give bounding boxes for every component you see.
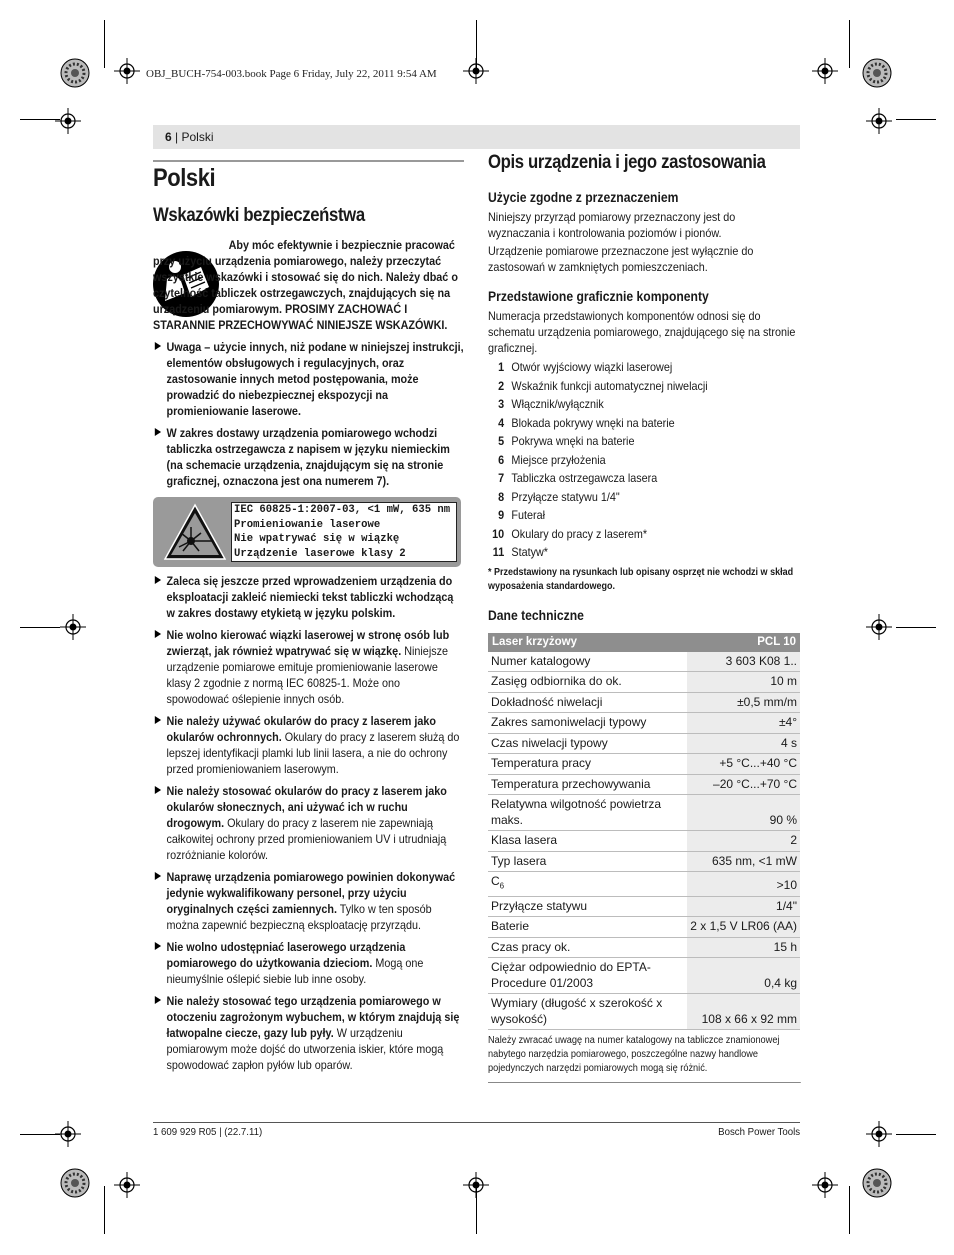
registration-mark-icon <box>60 614 86 640</box>
table-row <box>488 917 800 938</box>
bullet-bold-text: W zakres dostawy urządzenia pomiarowego wchodzi tabliczka ostrzegawcza z napisem w języku niemieckim (na schemacie urządzenia, znajdującym się na stronie graficznej, oznaczona jest ona numerem 7). <box>166 426 450 488</box>
warning-line: Urządzenie laserowe klasy 2 <box>234 547 406 560</box>
component-number: 9 <box>498 508 505 522</box>
spec-label: Ciężar odpowiednio do EPTA-Procedure 01/2003 <box>488 958 687 994</box>
component-item <box>488 488 800 507</box>
spec-label: Temperatura pracy <box>488 754 687 775</box>
registration-mark-icon <box>114 58 140 84</box>
rosette-icon <box>862 58 892 88</box>
table-row <box>488 692 800 713</box>
table-row <box>488 652 800 672</box>
spec-value: 1/4" <box>687 896 800 917</box>
component-number: 5 <box>498 434 505 448</box>
bullet-triangle-icon <box>155 342 161 350</box>
registration-mark-icon <box>866 108 892 134</box>
bullet-normal-text: Okulary do pracy z laserem nie zapewniają całkowitej ochrony przed promieniowaniem UV i utrudniają rozróżnianie kolorów. <box>166 816 447 862</box>
bullet-normal-text: Okulary do pracy z laserem służą do lepszej identyfikacji plamki lub linii lasera, a nie do ochrony przed promieniowaniem laserowym. <box>166 730 460 776</box>
table-row <box>488 937 800 958</box>
component-item <box>488 469 800 488</box>
bullet-triangle-icon <box>155 428 161 436</box>
bullet-bold-text: Nie wolno udostępniać laserowego urządzenia pomiarowego do użytkowania dzieciom. <box>166 940 406 970</box>
page-title: Polski <box>153 164 216 192</box>
component-item <box>488 395 800 414</box>
bullet-bold-text: Nie należy stosować tego urządzenia pomiarowego w otoczeniu zagrożonym wybuchem, w którym znajdują się łatwopalne ciecze, gazy lub pyły. <box>166 994 460 1040</box>
component-label: Blokada pokrywy wnęki na baterie <box>511 415 675 430</box>
bullet-triangle-icon <box>155 576 161 584</box>
bullet-bold-text: Uwaga – użycie innych, niż podane w niniejszej instrukcji, elementów obsługowych i regulacyjnych, oraz zastosowanie innych metod postępowania, może prowadzić do niebezpiecznej ekspozycji na promieniowanie laserowe. <box>166 340 464 418</box>
bullet-bold-text: Zaleca się jeszcze przed wprowadzeniem urządzenia do eksploatacji zakleić niemiecki tekst tabliczki wchodzącą w zakres dostawy etykietą w języku polskim. <box>166 574 454 620</box>
table-header-row <box>488 633 800 652</box>
spec-label: $C_6$ <box>488 872 687 897</box>
component-number: 8 <box>498 489 505 504</box>
component-label: Statyw* <box>511 545 549 559</box>
bullet-triangle-icon <box>155 716 161 724</box>
component-label: Tabliczka ostrzegawcza lasera <box>511 471 658 485</box>
component-item <box>488 377 800 396</box>
bullet-item <box>153 339 464 419</box>
bullet-list-b <box>153 573 464 1073</box>
registration-mark-icon <box>463 58 489 84</box>
laser-warning-icon <box>163 503 227 561</box>
table-row <box>488 733 800 754</box>
component-number: 4 <box>498 415 505 430</box>
footer-brand: Bosch Power Tools <box>718 1126 800 1138</box>
component-label: Otwór wyjściowy wiązki laserowej <box>511 360 673 374</box>
table-row <box>488 774 800 795</box>
components-footnote: * Przedstawiony na rysunkach lub opisany osprzęt nie wchodzi w skład wyposażenia standardowego. <box>488 566 794 592</box>
tech-data-table <box>488 633 800 1031</box>
header-language: Polski <box>181 130 214 144</box>
spec-value: 108 x 66 x 92 mm <box>687 994 800 1030</box>
bullet-item <box>153 939 464 987</box>
spec-value: 2 <box>687 831 800 852</box>
table-header-model: PCL 10 <box>687 633 800 652</box>
component-label: Pokrywa wnęki na baterie <box>511 434 635 448</box>
table-header-label: Laser krzyżowy <box>488 633 687 652</box>
safety-heading: Wskazówki bezpieczeństwa <box>153 205 365 226</box>
header-separator: | <box>171 130 182 144</box>
warning-label-text <box>231 502 457 562</box>
spec-value: –20 °C...+70 °C <box>687 774 800 795</box>
registration-mark-icon <box>114 1172 140 1198</box>
rosette-icon <box>862 1168 892 1198</box>
spec-label: Numer katalogowy <box>488 652 687 672</box>
bullet-triangle-icon <box>155 630 161 638</box>
registration-mark-icon <box>812 1172 838 1198</box>
spec-label: Typ lasera <box>488 851 687 872</box>
bullet-normal-text: Mogą one nieumyślnie oślepić siebie lub inne osoby. <box>166 956 424 986</box>
component-label: Futerał <box>511 508 546 522</box>
spec-label: Czas niwelacji typowy <box>488 733 687 754</box>
bullet-triangle-icon <box>155 872 161 880</box>
table-row <box>488 958 800 994</box>
spec-label: Zasięg odbiornika do ok. <box>488 672 687 693</box>
page-number: 6 <box>165 130 172 144</box>
component-item <box>488 525 800 544</box>
bullet-item <box>153 783 464 863</box>
spec-value: 3 603 K08 1.. <box>687 652 800 672</box>
component-label: Okulary do pracy z laserem* <box>511 526 648 541</box>
spec-label: Temperatura przechowywania <box>488 774 687 795</box>
components-heading: Przedstawione graficznie komponenty <box>488 289 709 304</box>
bullet-bold-text: Nie należy stosować okularów do pracy z laserem jako okularów słonecznych, ani używać ich w ruchu drogowym. <box>166 784 447 830</box>
warning-line: Nie wpatrywać się w wiązkę <box>234 533 400 545</box>
bullet-item <box>153 993 464 1073</box>
spec-value: 90 % <box>687 795 800 831</box>
spec-label: Dokładność niwelacji <box>488 692 687 713</box>
bullet-item <box>153 627 464 707</box>
spec-value: ±0,5 mm/m <box>687 692 800 713</box>
table-row <box>488 851 800 872</box>
intended-use-p2: Urządzenie pomiarowe przeznaczone jest wyłącznie do zastosowań w zamkniętych pomieszczeniach. <box>488 244 754 274</box>
components-intro: Numeracja przedstawionych komponentów odnosi się do schematu urządzenia pomiarowego, znajdującego się na stronie graficznej. <box>488 309 796 355</box>
registration-mark-icon <box>463 1172 489 1198</box>
components-list <box>488 358 800 562</box>
registration-mark-icon <box>55 1121 81 1147</box>
intended-use-heading: Użycie zgodne z przeznaczeniem <box>488 190 679 205</box>
bullet-list-a <box>153 339 464 489</box>
title-rule <box>153 160 464 162</box>
spec-label: Przyłącze statywu <box>488 896 687 917</box>
laser-warning-label <box>153 497 461 567</box>
bullet-normal-text: Niniejsze urządzenie pomiarowe emituje promieniowanie laserowe klasy 2 zgodnie z normą IEC 60825-1. Może ono spowodować oślepienie innych osób. <box>166 644 449 706</box>
spec-value: 4 s <box>687 733 800 754</box>
bullet-normal-text: W urządzeniu pomiarowym może dojść do utworzenia iskier, które mogą spowodować zapłon pyłów lub oparów. <box>166 1026 444 1072</box>
table-row <box>488 754 800 775</box>
component-label: Wskaźnik funkcji automatycznej niwelacji <box>511 378 708 393</box>
component-number: 10 <box>492 526 505 541</box>
book-print-header: OBJ_BUCH-754-003.book Page 6 Friday, July 22, 2011 9:54 AM <box>146 68 437 80</box>
safety-intro <box>153 237 464 333</box>
component-number: 11 <box>492 545 505 559</box>
description-heading: Opis urządzenia i jego zastosowania <box>488 152 766 173</box>
rosette-icon <box>60 1168 90 1198</box>
footer-doc-number: 1 609 929 R05 | (22.7.11) <box>153 1126 263 1138</box>
tech-data-heading: Dane techniczne <box>488 607 584 623</box>
bullet-bold-text: Nie należy używać okularów do pracy z laserem jako okularów ochronnych. <box>166 714 437 744</box>
bullet-item <box>153 425 464 489</box>
bullet-item <box>153 713 464 777</box>
bullet-item <box>153 573 464 621</box>
spec-label: Relatywna wilgotność powietrza maks. <box>488 795 687 831</box>
intended-use-p1: Niniejszy przyrząd pomiarowy przeznaczony jest do wyznaczania i kontrolowania poziomów i pionów. <box>488 210 736 240</box>
intro-text: Aby móc efektywnie i bezpiecznie pracować przy użyciu urządzenia pomiarowego, należy przeczytać wszystkie wskazówki i stosować się do nich. Należy dbać o czytelność tabliczek ostrzegawczych, znajdujących się na urządzeniu pomiarowym. PROSIMY ZACHOWAĆ I STARANNIE PRZECHOWYWAĆ NINIEJSZE WSKAZÓWKI. <box>153 238 458 332</box>
bullet-bold-text: Nie wolno kierować wiązki laserowej w stronę osób lub zwierząt, jak również wpatrywać się w wiązkę. <box>166 628 450 658</box>
bullet-triangle-icon <box>155 786 161 794</box>
warning-line: IEC 60825-1:2007-03, <1 mW, 635 nm <box>234 504 451 516</box>
spec-value: 2 x 1,5 V LR06 (AA) <box>687 917 800 938</box>
component-item <box>488 358 800 377</box>
spec-value: 0,4 kg <box>687 958 800 994</box>
rosette-icon <box>60 58 90 88</box>
table-note: Należy zwracać uwagę na numer katalogowy na tabliczce znamionowej nabytego narzędzia pomiarowego, poszczególne nazwy handlowe pojedynczych narzędzi pomiarowych mogą się różnić. <box>488 1034 801 1083</box>
registration-mark-icon <box>55 108 81 134</box>
component-number: 7 <box>498 471 505 485</box>
registration-mark-icon <box>866 1121 892 1147</box>
registration-mark-icon <box>866 614 892 640</box>
component-label: Miejsce przyłożenia <box>511 452 606 467</box>
spec-value: >10 <box>687 872 800 897</box>
spec-label: Baterie <box>488 917 687 938</box>
table-row <box>488 672 800 693</box>
component-number: 6 <box>498 452 505 467</box>
spec-value: 10 m <box>687 672 800 693</box>
table-row <box>488 896 800 917</box>
component-number: 1 <box>498 360 505 374</box>
component-item <box>488 451 800 470</box>
spec-value: 635 nm, <1 mW <box>687 851 800 872</box>
component-number: 3 <box>498 397 505 411</box>
spec-label: Wymiary (długość x szerokość x wysokość) <box>488 994 687 1030</box>
table-row <box>488 795 800 831</box>
bullet-triangle-icon <box>155 996 161 1004</box>
spec-label: Zakres samoniwelacji typowy <box>488 713 687 734</box>
warning-line: Promieniowanie laserowe <box>234 518 381 531</box>
component-label: Włącznik/wyłącznik <box>511 397 604 411</box>
footer-rule <box>153 1122 800 1123</box>
component-number: 2 <box>498 378 505 393</box>
bullet-triangle-icon <box>155 942 161 950</box>
spec-value: 15 h <box>687 937 800 958</box>
table-row <box>488 994 800 1030</box>
table-row <box>488 831 800 852</box>
spec-value: ±4° <box>687 713 800 734</box>
right-column <box>488 152 800 1083</box>
registration-mark-icon <box>812 58 838 84</box>
spec-value: +5 °C...+40 °C <box>687 754 800 775</box>
table-row <box>488 872 800 897</box>
component-item <box>488 414 800 433</box>
component-item <box>488 506 800 525</box>
spec-label: Czas pracy ok. <box>488 937 687 958</box>
bullet-normal-text: Tylko w ten sposób można zapewnić bezpieczną eksploatację przyrządu. <box>166 902 432 932</box>
component-label: Przyłącze statywu 1/4" <box>511 489 620 504</box>
component-item <box>488 543 800 562</box>
spec-label: Klasa lasera <box>488 831 687 852</box>
bullet-bold-text: Naprawę urządzenia pomiarowego powinien dokonywać jedynie wykwalifikowany personel, przy użyciu oryginalnych części zamiennych. <box>166 870 456 916</box>
page-header-bar <box>153 125 800 149</box>
component-item <box>488 432 800 451</box>
left-column <box>153 160 464 1073</box>
table-row <box>488 713 800 734</box>
bullet-item <box>153 869 464 933</box>
